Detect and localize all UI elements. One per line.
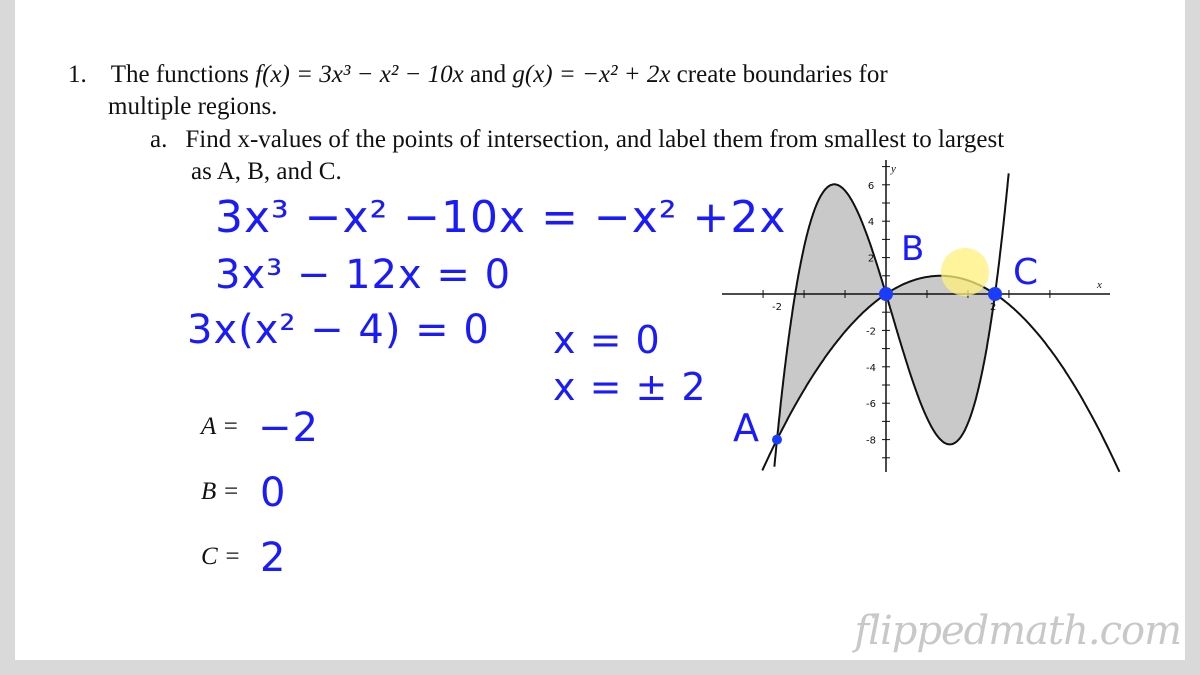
point-label-c: C <box>1013 252 1039 293</box>
x-tick-label: 2 <box>990 302 997 313</box>
point-label-b: B <box>901 229 925 269</box>
x-tick-label: -2 <box>772 302 782 313</box>
y-tick-label: -8 <box>866 435 876 447</box>
answer-a-value: −2 <box>258 405 319 451</box>
handwritten-equation-1: 3x³ −x² −10x = −x² +2x <box>215 192 787 243</box>
function-graph <box>15 0 1185 660</box>
handwritten-equation-3: 3x(x² − 4) = 0 <box>187 307 490 353</box>
question-text-mid: and <box>463 61 513 88</box>
answer-b-value: 0 <box>260 470 287 516</box>
answer-b-label: B = <box>201 478 240 505</box>
y-axis-label: y <box>891 163 896 175</box>
y-tick-label: 4 <box>867 217 875 229</box>
y-tick-label: 6 <box>867 180 875 192</box>
y-tick-label: 2 <box>867 253 875 265</box>
part-a-line-2: as A, B, and C. <box>191 158 342 185</box>
cursor-highlight <box>941 248 989 296</box>
part-label: a. <box>150 126 168 153</box>
x-axis-label: x <box>1097 279 1102 291</box>
shaded-region-right <box>886 276 995 445</box>
intersection-point-c <box>988 287 1002 301</box>
question-text-pre: The functions <box>110 61 256 88</box>
answer-c-label: C = <box>201 543 241 570</box>
handwritten-solution-1: x = 0 <box>553 318 661 362</box>
question-number: 1. <box>68 61 87 88</box>
intersection-point-a <box>772 435 782 445</box>
part-a-text: Find x-values of the points of intersection, and label them from smallest to largest <box>185 126 1005 153</box>
answer-c-value: 2 <box>260 535 287 581</box>
worksheet <box>15 0 1185 660</box>
intersection-point-b <box>879 287 893 301</box>
y-tick-label: -2 <box>866 326 876 338</box>
question-text-post: create boundaries for <box>670 61 888 88</box>
answer-a-label: A = <box>201 413 239 440</box>
function-f: f(x) = 3x³ − x² − 10x <box>255 61 464 88</box>
point-label-a: A <box>733 406 759 450</box>
y-tick-label: -6 <box>866 399 876 411</box>
function-g: g(x) = −x² + 2x <box>512 61 671 88</box>
watermark: flippedmath.com <box>854 608 1181 654</box>
y-tick-label: -4 <box>866 362 876 374</box>
question-line-2: multiple regions. <box>108 93 278 120</box>
handwritten-equation-2: 3x³ − 12x = 0 <box>215 252 512 298</box>
handwritten-solution-2: x = ± 2 <box>553 365 707 409</box>
